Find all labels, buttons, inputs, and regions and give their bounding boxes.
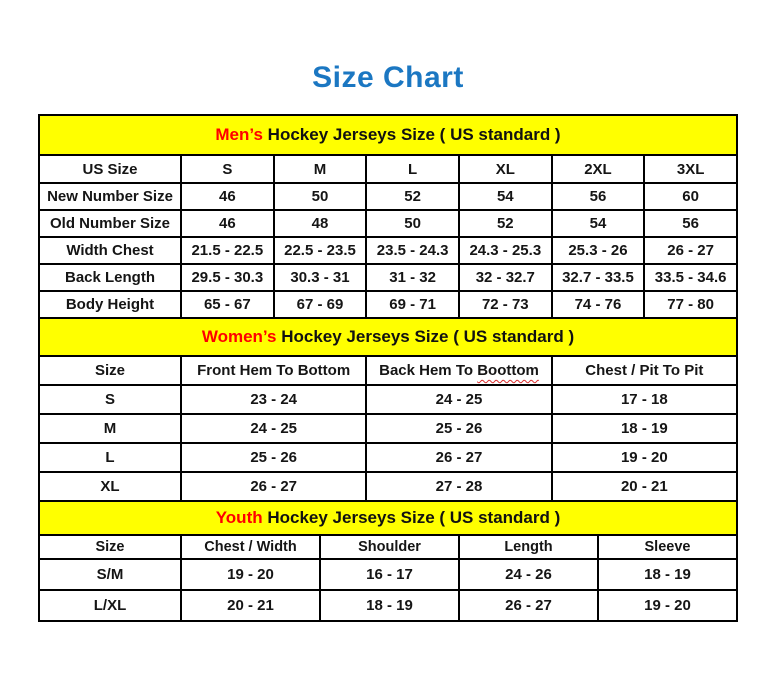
table-row: [39, 472, 737, 501]
size-value: 18 - 19: [552, 414, 737, 443]
column-header: Shoulder: [320, 535, 459, 559]
size-value: 27 - 28: [366, 472, 551, 501]
size-value: 50: [274, 183, 367, 210]
size-value: 17 - 18: [552, 385, 737, 414]
size-value: 54: [459, 183, 552, 210]
mens-header-row: [39, 155, 737, 183]
table-row: [39, 264, 737, 291]
size-value: 67 - 69: [274, 291, 367, 318]
womens-section-band: [39, 318, 737, 356]
size-value: 33.5 - 34.6: [644, 264, 737, 291]
size-value: 19 - 20: [181, 559, 320, 590]
row-label: M: [39, 414, 181, 443]
womens-section-title: [39, 318, 737, 356]
size-value: 69 - 71: [366, 291, 459, 318]
size-value: 23 - 24: [181, 385, 366, 414]
column-header: XL: [459, 155, 552, 183]
size-value: 60: [644, 183, 737, 210]
size-value: 20 - 21: [181, 590, 320, 621]
row-label: Back Length: [39, 264, 181, 291]
column-header: S: [181, 155, 274, 183]
size-value: 54: [552, 210, 645, 237]
page-title: Size Chart: [312, 61, 464, 94]
table-row: [39, 291, 737, 318]
column-header: Length: [459, 535, 598, 559]
womens-highlight-word: Women’s: [201, 327, 277, 346]
row-label: Old Number Size: [39, 210, 181, 237]
size-value: 18 - 19: [598, 559, 737, 590]
size-value: 16 - 17: [320, 559, 459, 590]
table-row: [39, 443, 737, 472]
table-row: [39, 414, 737, 443]
size-value: 74 - 76: [552, 291, 645, 318]
size-value: 26 - 27: [181, 472, 366, 501]
row-label: S: [39, 385, 181, 414]
column-header: Chest / Pit To Pit: [552, 356, 737, 385]
size-value: 56: [552, 183, 645, 210]
column-header: [366, 356, 551, 385]
size-value: 25 - 26: [181, 443, 366, 472]
column-header: Front Hem To Bottom: [181, 356, 366, 385]
size-value: 56: [644, 210, 737, 237]
row-label: L: [39, 443, 181, 472]
row-label: New Number Size: [39, 183, 181, 210]
mens-band-text: Hockey Jerseys Size ( US standard ): [267, 125, 561, 144]
size-value: 25.3 - 26: [552, 237, 645, 264]
mens-section-band: [39, 115, 737, 155]
size-value: 31 - 32: [366, 264, 459, 291]
size-value: 50: [366, 210, 459, 237]
size-value: 19 - 20: [552, 443, 737, 472]
column-header: Size: [39, 356, 181, 385]
size-value: 77 - 80: [644, 291, 737, 318]
column-header: M: [274, 155, 367, 183]
size-value: 24 - 25: [366, 385, 551, 414]
size-value: 26 - 27: [644, 237, 737, 264]
row-label: L/XL: [39, 590, 181, 621]
youth-band-text: Hockey Jerseys Size ( US standard ): [267, 508, 561, 527]
table-row: [39, 385, 737, 414]
size-value: 23.5 - 24.3: [366, 237, 459, 264]
row-label: XL: [39, 472, 181, 501]
size-value: 24.3 - 25.3: [459, 237, 552, 264]
column-header: Size: [39, 535, 181, 559]
mens-section-title: [39, 115, 737, 155]
youth-size-table: [38, 500, 738, 622]
size-value: 46: [181, 183, 274, 210]
size-value: 21.5 - 22.5: [181, 237, 274, 264]
column-header-text: Back Hem To: [379, 362, 474, 379]
column-header: 3XL: [644, 155, 737, 183]
youth-section-title: [39, 501, 737, 535]
row-label: S/M: [39, 559, 181, 590]
column-header: Sleeve: [598, 535, 737, 559]
size-value: 30.3 - 31: [274, 264, 367, 291]
size-value: 32.7 - 33.5: [552, 264, 645, 291]
size-value: 32 - 32.7: [459, 264, 552, 291]
size-value: 26 - 27: [366, 443, 551, 472]
mens-highlight-word: Men’s: [215, 125, 263, 144]
size-value: 65 - 67: [181, 291, 274, 318]
size-value: 52: [366, 183, 459, 210]
size-value: 19 - 20: [598, 590, 737, 621]
womens-header-row: [39, 356, 737, 385]
size-value: 25 - 26: [366, 414, 551, 443]
size-value: 52: [459, 210, 552, 237]
size-value: 24 - 26: [459, 559, 598, 590]
column-header: Chest / Width: [181, 535, 320, 559]
size-value: 48: [274, 210, 367, 237]
womens-band-text: Hockey Jerseys Size ( US standard ): [281, 327, 575, 346]
table-row: [39, 559, 737, 590]
column-header: 2XL: [552, 155, 645, 183]
size-value: 72 - 73: [459, 291, 552, 318]
size-chart: [38, 114, 738, 622]
column-header: L: [366, 155, 459, 183]
size-value: 18 - 19: [320, 590, 459, 621]
size-value: 20 - 21: [552, 472, 737, 501]
youth-section-band: [39, 501, 737, 535]
table-row: [39, 183, 737, 210]
mens-size-table: [38, 114, 738, 319]
size-value: 46: [181, 210, 274, 237]
size-value: 22.5 - 23.5: [274, 237, 367, 264]
youth-highlight-word: Youth: [215, 508, 263, 527]
column-header: US Size: [39, 155, 181, 183]
table-row: [39, 590, 737, 621]
size-value: 26 - 27: [459, 590, 598, 621]
size-value: 29.5 - 30.3: [181, 264, 274, 291]
table-row: [39, 237, 737, 264]
misspelled-word: Boottom: [477, 362, 539, 379]
size-value: 24 - 25: [181, 414, 366, 443]
youth-header-row: [39, 535, 737, 559]
womens-size-table: [38, 317, 738, 502]
row-label: Width Chest: [39, 237, 181, 264]
table-row: [39, 210, 737, 237]
row-label: Body Height: [39, 291, 181, 318]
